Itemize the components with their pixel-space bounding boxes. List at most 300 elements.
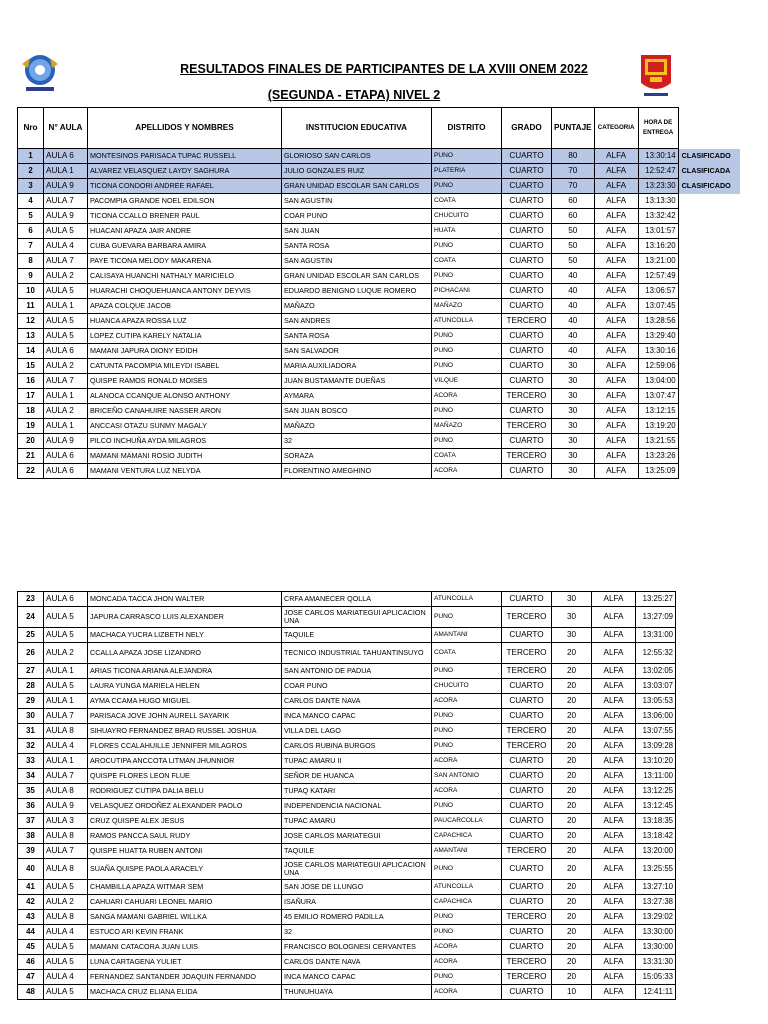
cell-categoria: ALFA bbox=[592, 769, 636, 784]
cell-nombres: RODRIGUEZ CUTIPA DALIA BELU bbox=[88, 784, 282, 799]
cell-hora: 12:59:06 bbox=[638, 359, 678, 374]
cell-nombres: CUBA GUEVARA BARBARA AMIRA bbox=[88, 239, 282, 254]
cell-nombres: PACOMPIA GRANDE NOEL EDILSON bbox=[88, 194, 282, 209]
cell-categoria: ALFA bbox=[594, 164, 638, 179]
cell-puntaje: 40 bbox=[552, 284, 595, 299]
cell-grado: CUARTO bbox=[502, 254, 552, 269]
cell-nombres: CRUZ QUISPE ALEX JESUS bbox=[88, 814, 282, 829]
cell-categoria: ALFA bbox=[592, 709, 636, 724]
cell-categoria: ALFA bbox=[594, 299, 638, 314]
cell-aula: AULA 3 bbox=[44, 814, 88, 829]
cell-grado: CUARTO bbox=[502, 329, 552, 344]
cell-aula: AULA 9 bbox=[44, 179, 88, 194]
cell-hora: 15:05:33 bbox=[636, 970, 676, 985]
cell-grado: TERCERO bbox=[502, 389, 552, 404]
table-row bbox=[18, 434, 741, 449]
cell-institucion: JOSE CARLOS MARIATEGUI APLICACION UNA bbox=[282, 607, 432, 628]
cell-categoria: ALFA bbox=[594, 419, 638, 434]
cell-nombres: VELASQUEZ ORDOÑEZ ALEXANDER PAOLO bbox=[88, 799, 282, 814]
cell-grado: CUARTO bbox=[502, 299, 552, 314]
cell-nombres: PARISACA JOVE JOHN AURELL SAYARIK bbox=[88, 709, 282, 724]
cell-categoria: ALFA bbox=[592, 754, 636, 769]
cell-puntaje: 30 bbox=[552, 628, 592, 643]
table-header-row bbox=[18, 108, 741, 149]
cell-nombres: ALVAREZ VELASQUEZ LAYDY SAGHURA bbox=[88, 164, 282, 179]
cell-nombres: MONCADA TACCA JHON WALTER bbox=[88, 592, 282, 607]
cell-hora: 13:30:14 bbox=[638, 149, 678, 164]
cell-nombres: CALISAYA HUANCHI NATHALY MARICIELO bbox=[88, 269, 282, 284]
cell-categoria: ALFA bbox=[592, 607, 636, 628]
cell-puntaje: 20 bbox=[552, 940, 592, 955]
cell-nombres: ANCCASI OTAZU SUNMY MAGALY bbox=[88, 419, 282, 434]
cell-institucion: JOSE CARLOS MARIATEGUI APLICACION UNA bbox=[282, 859, 432, 880]
cell-distrito: PUNO bbox=[432, 859, 502, 880]
table-row bbox=[18, 239, 741, 254]
cell-institucion: SAN ANDRES bbox=[282, 314, 432, 329]
cell-puntaje: 20 bbox=[552, 664, 592, 679]
cell-puntaje: 20 bbox=[552, 643, 592, 664]
cell-distrito: PUNO bbox=[432, 970, 502, 985]
cell-nro: 22 bbox=[18, 464, 44, 479]
table-row bbox=[18, 194, 741, 209]
cell-aula: AULA 1 bbox=[44, 164, 88, 179]
cell-categoria: ALFA bbox=[592, 739, 636, 754]
cell-nro: 16 bbox=[18, 374, 44, 389]
cell-distrito: CHUCUITO bbox=[432, 209, 502, 224]
cell-categoria: ALFA bbox=[594, 329, 638, 344]
cell-nro: 40 bbox=[18, 859, 44, 880]
cell-aula: AULA 9 bbox=[44, 434, 88, 449]
cell-nombres: MAMANI VENTURA LUZ NELYDA bbox=[88, 464, 282, 479]
cell-institucion: SAN AGUSTIN bbox=[282, 254, 432, 269]
table-row bbox=[18, 679, 676, 694]
cell-nro: 43 bbox=[18, 910, 44, 925]
table-row bbox=[18, 664, 676, 679]
cell-grado: CUARTO bbox=[502, 679, 552, 694]
cell-distrito: PUNO bbox=[432, 724, 502, 739]
cell-grado: TERCERO bbox=[502, 724, 552, 739]
cell-categoria: ALFA bbox=[594, 314, 638, 329]
cell-estado bbox=[678, 359, 740, 374]
cell-grado: CUARTO bbox=[502, 754, 552, 769]
cell-categoria: ALFA bbox=[592, 910, 636, 925]
cell-distrito: PAUCARCOLLA bbox=[432, 814, 502, 829]
cell-aula: AULA 5 bbox=[44, 284, 88, 299]
cell-aula: AULA 1 bbox=[44, 389, 88, 404]
cell-estado bbox=[678, 389, 740, 404]
cell-categoria: ALFA bbox=[592, 784, 636, 799]
cell-aula: AULA 8 bbox=[44, 859, 88, 880]
cell-hora: 13:31:00 bbox=[636, 628, 676, 643]
cell-aula: AULA 5 bbox=[44, 607, 88, 628]
cell-hora: 13:20:00 bbox=[636, 844, 676, 859]
cell-aula: AULA 5 bbox=[44, 314, 88, 329]
cell-nombres: SIHUAYRO FERNANDEZ BRAD RUSSEL JOSHUA bbox=[88, 724, 282, 739]
cell-categoria: ALFA bbox=[592, 679, 636, 694]
cell-distrito: PUNO bbox=[432, 404, 502, 419]
cell-puntaje: 30 bbox=[552, 389, 595, 404]
cell-distrito: PUNO bbox=[432, 910, 502, 925]
cell-nombres: TICONA CCALLO BRENER PAUL bbox=[88, 209, 282, 224]
cell-institucion: CARLOS RUBINA BURGOS bbox=[282, 739, 432, 754]
table-row bbox=[18, 209, 741, 224]
cell-hora: 13:28:56 bbox=[638, 314, 678, 329]
cell-nro: 45 bbox=[18, 940, 44, 955]
results-table-bottom bbox=[17, 591, 676, 1000]
cell-categoria: ALFA bbox=[594, 284, 638, 299]
cell-grado: CUARTO bbox=[502, 164, 552, 179]
cell-categoria: ALFA bbox=[594, 179, 638, 194]
cell-nro: 25 bbox=[18, 628, 44, 643]
cell-institucion: SAN ANTONIO DE PADUA bbox=[282, 664, 432, 679]
cell-nombres: ARIAS TICONA ARIANA ALEJANDRA bbox=[88, 664, 282, 679]
cell-institucion: JULIO GONZALES RUIZ bbox=[282, 164, 432, 179]
cell-aula: AULA 5 bbox=[44, 955, 88, 970]
cell-hora: 13:23:26 bbox=[638, 449, 678, 464]
cell-distrito: PUNO bbox=[432, 709, 502, 724]
cell-hora: 12:41:11 bbox=[636, 985, 676, 1000]
cell-distrito: ACORA bbox=[432, 940, 502, 955]
cell-puntaje: 30 bbox=[552, 592, 592, 607]
cell-nombres: MAMANI MAMANI ROSIO JUDITH bbox=[88, 449, 282, 464]
cell-estado bbox=[678, 464, 740, 479]
cell-nro: 7 bbox=[18, 239, 44, 254]
cell-institucion: TECNICO INDUSTRIAL TAHUANTINSUYO bbox=[282, 643, 432, 664]
cell-grado: CUARTO bbox=[502, 269, 552, 284]
cell-distrito: COATA bbox=[432, 643, 502, 664]
cell-grado: TERCERO bbox=[502, 314, 552, 329]
cell-grado: CUARTO bbox=[502, 859, 552, 880]
cell-nro: 1 bbox=[18, 149, 44, 164]
cell-puntaje: 70 bbox=[552, 164, 595, 179]
cell-nro: 42 bbox=[18, 895, 44, 910]
cell-categoria: ALFA bbox=[592, 799, 636, 814]
cell-distrito: PLATERIA bbox=[432, 164, 502, 179]
cell-distrito: ACORA bbox=[432, 985, 502, 1000]
cell-distrito: ACORA bbox=[432, 754, 502, 769]
cell-nro: 48 bbox=[18, 985, 44, 1000]
cell-nombres: AROCUTIPA ANCCOTA LITMAN JHUNNIOR bbox=[88, 754, 282, 769]
cell-categoria: ALFA bbox=[594, 209, 638, 224]
cell-grado: CUARTO bbox=[502, 464, 552, 479]
page-title: RESULTADOS FINALES DE PARTICIPANTES DE LA XVIII ONEM 2022 bbox=[180, 62, 588, 76]
cell-distrito: MAÑAZO bbox=[432, 299, 502, 314]
col-institucion: INSTITUCION EDUCATIVA bbox=[282, 108, 432, 149]
cell-nro: 44 bbox=[18, 925, 44, 940]
cell-grado: CUARTO bbox=[502, 209, 552, 224]
cell-hora: 13:18:35 bbox=[636, 814, 676, 829]
cell-aula: AULA 1 bbox=[44, 694, 88, 709]
cell-institucion: TAQUILE bbox=[282, 844, 432, 859]
cell-institucion: AYMARA bbox=[282, 389, 432, 404]
cell-distrito: COATA bbox=[432, 194, 502, 209]
cell-aula: AULA 2 bbox=[44, 404, 88, 419]
cell-nro: 33 bbox=[18, 754, 44, 769]
cell-institucion: SAN JUAN bbox=[282, 224, 432, 239]
table-row bbox=[18, 724, 676, 739]
table-row bbox=[18, 449, 741, 464]
cell-grado: CUARTO bbox=[502, 224, 552, 239]
cell-hora: 13:30:00 bbox=[636, 925, 676, 940]
cell-aula: AULA 2 bbox=[44, 643, 88, 664]
cell-nro: 28 bbox=[18, 679, 44, 694]
cell-institucion: THUNUHUAYA bbox=[282, 985, 432, 1000]
cell-hora: 13:19:20 bbox=[638, 419, 678, 434]
cell-estado: CLASIFICADA bbox=[678, 164, 740, 179]
table-body-bottom bbox=[18, 592, 676, 1000]
cell-grado: CUARTO bbox=[502, 895, 552, 910]
cell-categoria: ALFA bbox=[594, 389, 638, 404]
cell-aula: AULA 5 bbox=[44, 224, 88, 239]
cell-nombres: MACHACA CRUZ ELIANA ELIDA bbox=[88, 985, 282, 1000]
cell-hora: 13:06:57 bbox=[638, 284, 678, 299]
cell-puntaje: 20 bbox=[552, 880, 592, 895]
cell-nro: 32 bbox=[18, 739, 44, 754]
cell-institucion: CARLOS DANTE NAVA bbox=[282, 955, 432, 970]
cell-estado bbox=[678, 344, 740, 359]
cell-hora: 13:07:47 bbox=[638, 389, 678, 404]
table-row bbox=[18, 844, 676, 859]
cell-grado: CUARTO bbox=[502, 940, 552, 955]
cell-categoria: ALFA bbox=[592, 814, 636, 829]
cell-aula: AULA 4 bbox=[44, 970, 88, 985]
cell-puntaje: 30 bbox=[552, 449, 595, 464]
cell-institucion: TUPAC AMARU II bbox=[282, 754, 432, 769]
table-row bbox=[18, 910, 676, 925]
cell-categoria: ALFA bbox=[594, 374, 638, 389]
cell-distrito: PUNO bbox=[432, 664, 502, 679]
cell-puntaje: 50 bbox=[552, 254, 595, 269]
cell-institucion: FLORENTINO AMEGHINO bbox=[282, 464, 432, 479]
cell-aula: AULA 8 bbox=[44, 724, 88, 739]
cell-estado bbox=[678, 284, 740, 299]
cell-hora: 13:01:57 bbox=[638, 224, 678, 239]
cell-categoria: ALFA bbox=[592, 985, 636, 1000]
cell-nombres: TICONA CONDORI ANDREE RAFAEL bbox=[88, 179, 282, 194]
table-row bbox=[18, 314, 741, 329]
cell-nombres: CATUNTA PACOMPIA MILEYDI ISABEL bbox=[88, 359, 282, 374]
cell-hora: 13:13:30 bbox=[638, 194, 678, 209]
cell-categoria: ALFA bbox=[592, 592, 636, 607]
cell-distrito: CHUCUITO bbox=[432, 679, 502, 694]
table-row bbox=[18, 419, 741, 434]
cell-grado: CUARTO bbox=[502, 709, 552, 724]
col-nro: Nro bbox=[18, 108, 44, 149]
col-distrito: DISTRITO bbox=[432, 108, 502, 149]
cell-puntaje: 20 bbox=[552, 799, 592, 814]
table-row bbox=[18, 895, 676, 910]
cell-hora: 12:52:47 bbox=[638, 164, 678, 179]
cell-distrito: PUNO bbox=[432, 359, 502, 374]
cell-puntaje: 30 bbox=[552, 607, 592, 628]
table-row bbox=[18, 374, 741, 389]
cell-institucion: SANTA ROSA bbox=[282, 329, 432, 344]
cell-nro: 9 bbox=[18, 269, 44, 284]
cell-hora: 13:18:42 bbox=[636, 829, 676, 844]
cell-grado: CUARTO bbox=[502, 179, 552, 194]
cell-distrito: PUNO bbox=[432, 739, 502, 754]
cell-grado: CUARTO bbox=[502, 374, 552, 389]
cell-hora: 13:21:55 bbox=[638, 434, 678, 449]
table-row bbox=[18, 709, 676, 724]
cell-nro: 21 bbox=[18, 449, 44, 464]
cell-institucion: JUAN BUSTAMANTE DUEÑAS bbox=[282, 374, 432, 389]
cell-nombres: FERNANDEZ SANTANDER JOAQUIN FERNANDO bbox=[88, 970, 282, 985]
cell-categoria: ALFA bbox=[592, 925, 636, 940]
cell-nombres: LOPEZ CUTIPA KARELY NATALIA bbox=[88, 329, 282, 344]
cell-nro: 26 bbox=[18, 643, 44, 664]
cell-nro: 18 bbox=[18, 404, 44, 419]
cell-institucion: GRAN UNIDAD ESCOLAR SAN CARLOS bbox=[282, 179, 432, 194]
cell-nro: 14 bbox=[18, 344, 44, 359]
cell-nombres: HUACANI APAZA JAIR ANDRE bbox=[88, 224, 282, 239]
cell-institucion: INCA MANCO CAPAC bbox=[282, 970, 432, 985]
cell-institucion: SAN JUAN BOSCO bbox=[282, 404, 432, 419]
cell-aula: AULA 1 bbox=[44, 299, 88, 314]
cell-nro: 13 bbox=[18, 329, 44, 344]
cell-estado bbox=[678, 374, 740, 389]
cell-puntaje: 20 bbox=[552, 769, 592, 784]
cell-aula: AULA 4 bbox=[44, 239, 88, 254]
col-grado: GRADO bbox=[502, 108, 552, 149]
cell-estado bbox=[678, 254, 740, 269]
table-row bbox=[18, 464, 741, 479]
cell-distrito: PUNO bbox=[432, 925, 502, 940]
cell-categoria: ALFA bbox=[594, 404, 638, 419]
cell-nro: 34 bbox=[18, 769, 44, 784]
cell-nro: 2 bbox=[18, 164, 44, 179]
cell-categoria: ALFA bbox=[594, 269, 638, 284]
cell-categoria: ALFA bbox=[592, 859, 636, 880]
cell-distrito: SAN ANTONIO bbox=[432, 769, 502, 784]
cell-grado: CUARTO bbox=[502, 985, 552, 1000]
cell-categoria: ALFA bbox=[592, 970, 636, 985]
cell-hora: 13:07:45 bbox=[638, 299, 678, 314]
cell-institucion: MARIA AUXILIADORA bbox=[282, 359, 432, 374]
table-row bbox=[18, 329, 741, 344]
cell-distrito: PUNO bbox=[432, 607, 502, 628]
table-row bbox=[18, 880, 676, 895]
cell-nro: 5 bbox=[18, 209, 44, 224]
cell-nombres: MONTESINOS PARISACA TUPAC RUSSELL bbox=[88, 149, 282, 164]
cell-grado: TERCERO bbox=[502, 607, 552, 628]
cell-puntaje: 20 bbox=[552, 754, 592, 769]
cell-hora: 13:30:00 bbox=[636, 940, 676, 955]
cell-puntaje: 50 bbox=[552, 239, 595, 254]
cell-aula: AULA 6 bbox=[44, 149, 88, 164]
cell-aula: AULA 7 bbox=[44, 254, 88, 269]
cell-grado: CUARTO bbox=[502, 784, 552, 799]
table-row bbox=[18, 784, 676, 799]
col-puntaje: PUNTAJE bbox=[552, 108, 595, 149]
cell-hora: 13:29:02 bbox=[636, 910, 676, 925]
cell-estado bbox=[678, 419, 740, 434]
cell-grado: TERCERO bbox=[502, 955, 552, 970]
cell-hora: 13:29:40 bbox=[638, 329, 678, 344]
cell-puntaje: 40 bbox=[552, 314, 595, 329]
cell-puntaje: 30 bbox=[552, 419, 595, 434]
cell-puntaje: 60 bbox=[552, 209, 595, 224]
cell-distrito: ACORA bbox=[432, 389, 502, 404]
cell-distrito: VILQUE bbox=[432, 374, 502, 389]
cell-institucion: CRFA AMANECER QOLLA bbox=[282, 592, 432, 607]
cell-categoria: ALFA bbox=[592, 724, 636, 739]
cell-grado: TERCERO bbox=[502, 970, 552, 985]
cell-aula: AULA 7 bbox=[44, 844, 88, 859]
cell-categoria: ALFA bbox=[594, 239, 638, 254]
table-row bbox=[18, 359, 741, 374]
cell-nro: 19 bbox=[18, 419, 44, 434]
cell-hora: 13:23:30 bbox=[638, 179, 678, 194]
table-row bbox=[18, 344, 741, 359]
cell-nombres: LUNA CARTAGENA YULIET bbox=[88, 955, 282, 970]
cell-estado bbox=[678, 239, 740, 254]
cell-estado bbox=[678, 209, 740, 224]
cell-nombres: LAURA YUNGA MARIELA HELEN bbox=[88, 679, 282, 694]
cell-grado: CUARTO bbox=[502, 239, 552, 254]
cell-aula: AULA 2 bbox=[44, 269, 88, 284]
table-row bbox=[18, 925, 676, 940]
cell-hora: 13:27:10 bbox=[636, 880, 676, 895]
cell-nro: 29 bbox=[18, 694, 44, 709]
cell-estado bbox=[678, 434, 740, 449]
cell-nombres: BRICEÑO CANAHUIRE NASSER ARON bbox=[88, 404, 282, 419]
cell-institucion: 32 bbox=[282, 434, 432, 449]
cell-nro: 41 bbox=[18, 880, 44, 895]
cell-hora: 13:05:53 bbox=[636, 694, 676, 709]
cell-institucion: SAN JOSE DE LLUNGO bbox=[282, 880, 432, 895]
cell-categoria: ALFA bbox=[592, 844, 636, 859]
cell-puntaje: 30 bbox=[552, 464, 595, 479]
cell-nombres: MAMANI CATACORA JUAN LUIS bbox=[88, 940, 282, 955]
cell-puntaje: 40 bbox=[552, 299, 595, 314]
cell-aula: AULA 5 bbox=[44, 940, 88, 955]
cell-nro: 10 bbox=[18, 284, 44, 299]
cell-hora: 13:25:09 bbox=[638, 464, 678, 479]
cell-distrito: CAPACHICA bbox=[432, 829, 502, 844]
cell-grado: CUARTO bbox=[502, 194, 552, 209]
cell-nro: 35 bbox=[18, 784, 44, 799]
cell-institucion: FRANCISCO BOLOGNESI CERVANTES bbox=[282, 940, 432, 955]
cell-distrito: HUATA bbox=[432, 224, 502, 239]
table-row bbox=[18, 643, 676, 664]
cell-grado: CUARTO bbox=[502, 769, 552, 784]
cell-nombres: RAMOS PANCCA SAUL RUDY bbox=[88, 829, 282, 844]
cell-institucion: INDEPENDENCIA NACIONAL bbox=[282, 799, 432, 814]
table-row bbox=[18, 829, 676, 844]
cell-puntaje: 70 bbox=[552, 179, 595, 194]
cell-aula: AULA 5 bbox=[44, 880, 88, 895]
cell-hora: 13:12:25 bbox=[636, 784, 676, 799]
col-nombres: APELLIDOS Y NOMBRES bbox=[88, 108, 282, 149]
cell-institucion: TUPAQ KATARI bbox=[282, 784, 432, 799]
cell-grado: CUARTO bbox=[502, 814, 552, 829]
cell-puntaje: 40 bbox=[552, 329, 595, 344]
table-row bbox=[18, 955, 676, 970]
cell-categoria: ALFA bbox=[594, 449, 638, 464]
cell-grado: CUARTO bbox=[502, 149, 552, 164]
cell-nombres: CHAMBILLA APAZA WITMAR SEM bbox=[88, 880, 282, 895]
cell-nombres: APAZA COLQUE JACOB bbox=[88, 299, 282, 314]
cell-nombres: PILCO INCHUÑA AYDA MILAGROS bbox=[88, 434, 282, 449]
cell-nombres: QUISPE HUATTA RUBEN ANTONI bbox=[88, 844, 282, 859]
table-row bbox=[18, 694, 676, 709]
cell-institucion: SEÑOR DE HUANCA bbox=[282, 769, 432, 784]
cell-distrito: CAPACHICA bbox=[432, 895, 502, 910]
cell-institucion: SORAZA bbox=[282, 449, 432, 464]
cell-categoria: ALFA bbox=[594, 224, 638, 239]
cell-puntaje: 20 bbox=[552, 844, 592, 859]
